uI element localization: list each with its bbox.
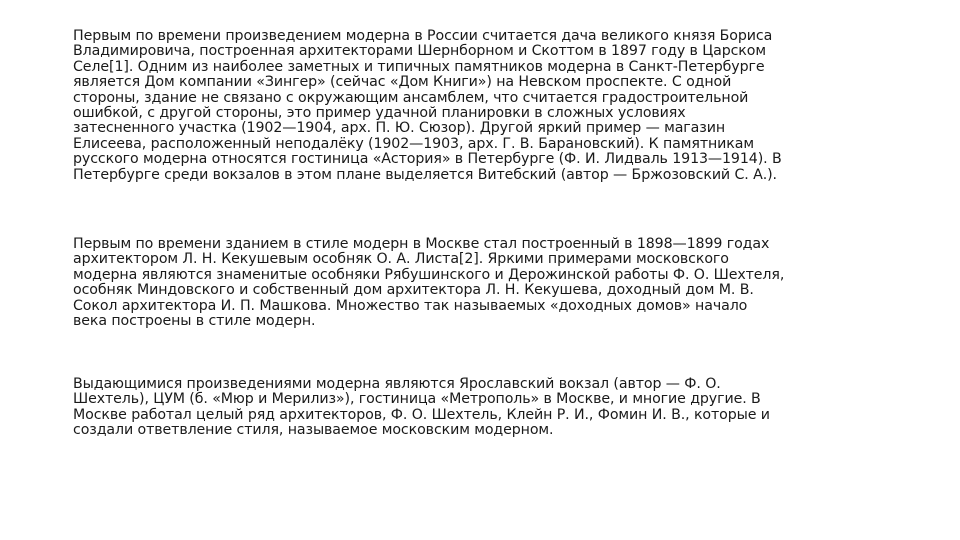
- paragraph-moscow-modern: Первым по времени зданием в стиле модерн в Москве стал построенный в 1898—1899 годах архитектором Л. Н. Кекушевым особняк О. А. Листа[2]. Яркими примерами московского модерна являются знаменитые особняки Рябушинского и Дерожинской работы Ф. О. Шехтеля, особняк Миндовского и собственный дом архитектора Л. Н. Кекушева, доходный дом М. В. Сокол архитектора И. П. Машкова. Множество так называемых «доходных домов» начало века построены в стиле модерн.: [73, 236, 785, 330]
- paragraph-petersburg-modern: Первым по времени произведением модерна в России считается дача великого князя Бориса Владимировича, построенная архитекторами Шернборном и Скоттом в 1897 году в Царском Селе[1]. Одним из наиболее заметных и типичных памятников модерна в Санкт-Петербурге является Дом компании «Зингер» (сейчас «Дом Книги») на Невском проспекте. С одной стороны, здание не связано с окружающим ансамблем, что считается градостроительной ошибкой, с другой стороны, это пример удачной планировки в сложных условиях затесненного участка (1902—1904, арх. П. Ю. Сюзор). Другой яркий пример — магазин Елисеева, расположенный неподалёку (1902—1903, арх. Г. В. Барановский). К памятникам русского модерна относятся гостиница «Астория» в Петербурге (Ф. И. Лидваль 1913—1914). В Петербурге среди вокзалов в этом плане выделяется Витебский (автор — Бржозовский С. А.).: [73, 28, 782, 183]
- paragraph-outstanding-works: Выдающимися произведениями модерна являются Ярославский вокзал (автор — Ф. О. Шехтель), ЦУМ (б. «Мюр и Мерилиз»), гостиница «Метрополь» в Москве, и многие другие. В Москве работал целый ряд архитекторов, Ф. О. Шехтель, Клейн Р. И., Фомин И. В., которые и создали ответвление стиля, называемое московским модерном.: [73, 376, 770, 439]
